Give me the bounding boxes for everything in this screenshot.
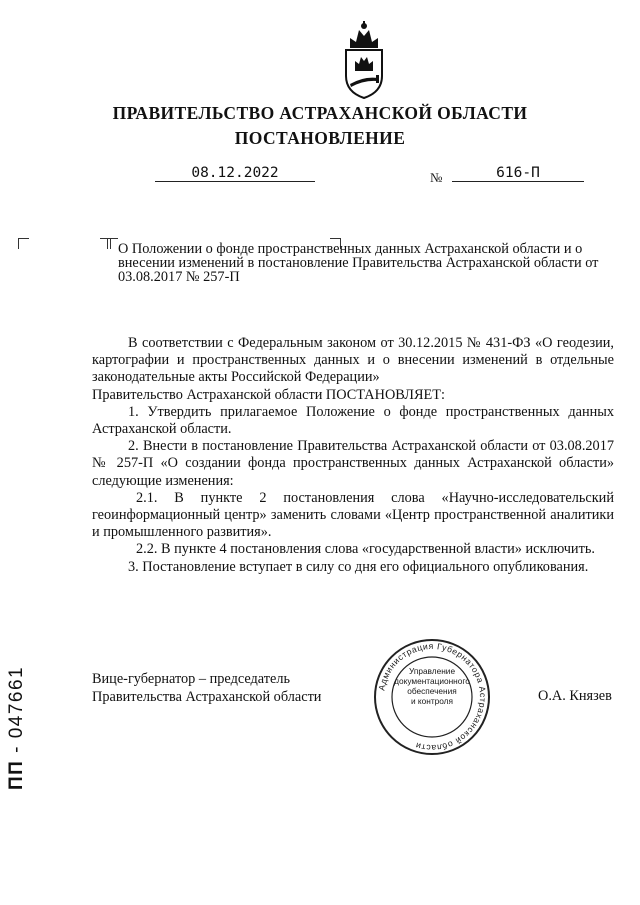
document-date: 08.12.2022	[155, 165, 315, 182]
clause-1: 1. Утвердить прилагаемое Положение о фонде пространственных данных Астраханской области.	[92, 403, 614, 438]
document-type: ПОСТАНОВЛЕНИЕ	[234, 128, 406, 148]
clause-2-2: 2.2. В пункте 4 постановления слова «государственной власти» исключить.	[136, 541, 595, 558]
preamble-paragraph: В соответствии с Федеральным законом от 30.12.2015 № 431-ФЗ «О геодезии, картографии и пространственных данных и о внесении изменений в отдельные законодательные акты Российской Федерации»	[92, 335, 614, 386]
number-label: №	[430, 170, 443, 185]
signatory-name: О.А. Князев	[538, 688, 612, 704]
stamp-line: обеспечения	[407, 686, 457, 696]
stamp-line: Управление	[408, 666, 456, 676]
corner-mark	[107, 238, 118, 249]
document-subject: О Положении о фонде пространственных данных Астраханской области и о внесении изменений в постановление Правительства Астраханской области от 03.08.2017 № 257-П	[118, 241, 599, 285]
stamp-line: и контроля	[410, 696, 454, 706]
position-line-1: Вице-губернатор – председатель	[92, 671, 291, 687]
corner-mark	[18, 238, 29, 249]
stamp-inner-text	[372, 666, 492, 706]
clause-2: 2. Внести в постановление Правительства Астраханской области от 03.08.2017 № 257-П «О создании фонда пространственных данных Астраханской области» следующие изменения:	[92, 438, 614, 489]
stamp-outer-text: Администрация Губернатора Астраханской области	[376, 640, 489, 754]
government-title: ПРАВИТЕЛЬСТВО АСТРАХАНСКОЙ ОБЛАСТИ	[112, 103, 528, 123]
position-line-2: Правительства Астраханской области	[92, 688, 322, 705]
blank-serial-number	[6, 666, 28, 790]
serial-prefix: ПП	[6, 759, 27, 790]
document-number: 616-П	[452, 165, 584, 182]
serial-value: - 047661	[6, 665, 27, 753]
signatory-position	[92, 671, 321, 706]
document-body	[92, 335, 614, 576]
coat-of-arms-emblem	[338, 18, 390, 100]
stamp-line: документационного	[394, 676, 470, 686]
resolution-line: Правительство Астраханской области ПОСТАНОВЛЯЕТ:	[92, 386, 445, 403]
clause-3: 3. Постановление вступает в силу со дня его официального опубликования.	[128, 558, 589, 575]
clause-2-1: 2.1. В пункте 2 постановления слова «Научно-исследовательский геоинформационный центр» заменить словами «Центр пространственной аналитики и промышленного развития».	[92, 489, 614, 541]
